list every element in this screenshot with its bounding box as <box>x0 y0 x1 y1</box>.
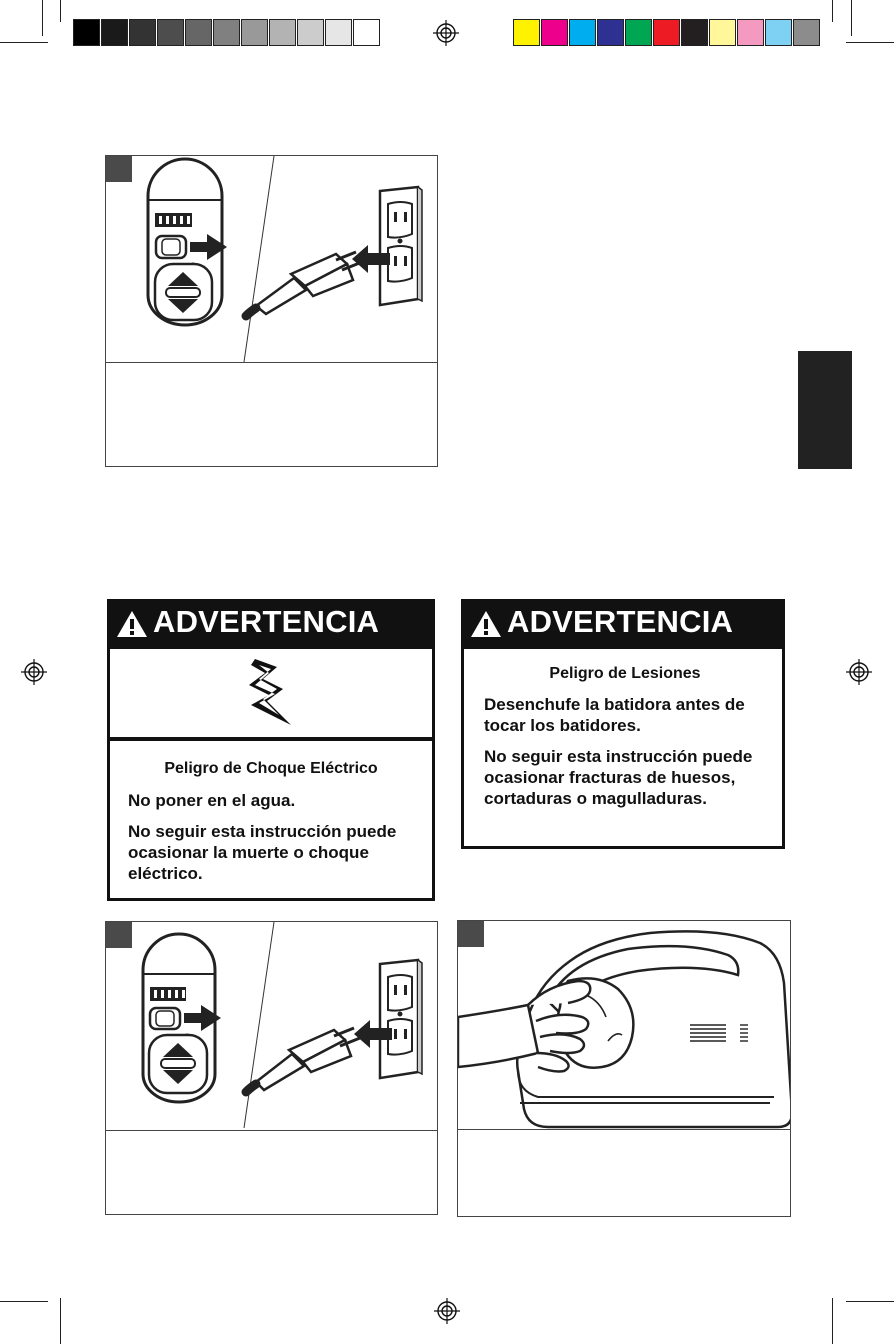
speed-control-icon <box>143 934 221 1102</box>
color-swatch <box>513 19 540 46</box>
power-plug-icon <box>246 1028 360 1092</box>
gray-swatch <box>353 19 380 46</box>
gray-swatch <box>297 19 324 46</box>
registration-mark-icon <box>434 1298 460 1324</box>
warning-triangle-icon <box>115 609 149 639</box>
warning-title: ADVERTENCIA <box>461 599 785 645</box>
hand-with-cloth-icon <box>458 978 633 1071</box>
color-swatch <box>597 19 624 46</box>
warning-triangle-icon <box>469 609 503 639</box>
warning-text-panel <box>110 741 432 898</box>
unplug-illustration <box>106 156 437 362</box>
warning-icon-panel <box>110 649 432 737</box>
registration-mark-icon <box>846 659 872 685</box>
warning-instruction: No poner en el agua. <box>128 791 296 810</box>
section-tab <box>798 351 852 469</box>
warning-text-panel <box>464 649 782 846</box>
warning-title: ADVERTENCIA <box>107 599 435 645</box>
color-swatch <box>765 19 792 46</box>
gray-swatch <box>129 19 156 46</box>
color-swatch <box>793 19 820 46</box>
gray-swatch <box>325 19 352 46</box>
speed-control-icon <box>148 159 227 325</box>
wipe-mixer-illustration <box>458 921 790 1129</box>
gray-swatch <box>73 19 100 46</box>
gray-swatch <box>269 19 296 46</box>
figure-clean-mixer <box>457 920 791 1217</box>
crop-mark <box>60 1298 61 1344</box>
crop-mark <box>60 0 61 22</box>
warning-box-injury <box>461 599 785 849</box>
crop-mark <box>0 1301 48 1302</box>
registration-mark-icon <box>21 659 47 685</box>
crop-mark <box>42 0 43 36</box>
warning-box-electric-shock <box>107 599 435 901</box>
gray-swatch <box>157 19 184 46</box>
crop-mark <box>846 1301 894 1302</box>
color-swatch <box>653 19 680 46</box>
warning-consequence: No seguir esta instrucción puede ocasionar la muerte o choque eléctrico. <box>128 822 397 883</box>
figure-unplug-bottom <box>105 921 438 1215</box>
gray-swatch <box>241 19 268 46</box>
crop-mark <box>851 0 852 36</box>
unplug-illustration <box>106 922 437 1128</box>
crop-mark <box>832 1298 833 1344</box>
figure-unplug-top <box>105 155 438 467</box>
wall-outlet-icon <box>380 960 422 1078</box>
gray-swatch <box>185 19 212 46</box>
color-swatch <box>625 19 652 46</box>
gray-swatch <box>213 19 240 46</box>
registration-mark-icon <box>433 20 459 46</box>
crop-mark <box>0 42 48 43</box>
color-swatch <box>569 19 596 46</box>
gray-swatch <box>101 19 128 46</box>
color-swatch <box>709 19 736 46</box>
electric-shock-icon <box>245 657 295 729</box>
warning-consequence: No seguir esta instrucción puede ocasionar fracturas de huesos, cortaduras o magulladuras. <box>484 747 753 808</box>
color-swatch <box>681 19 708 46</box>
warning-heading: Peligro de Choque Eléctrico <box>164 760 378 777</box>
warning-instruction: Desenchufe la batidora antes de tocar los batidores. <box>484 695 745 735</box>
crop-mark <box>846 42 894 43</box>
color-swatch <box>737 19 764 46</box>
color-swatch <box>541 19 568 46</box>
crop-mark <box>832 0 833 22</box>
wall-outlet-icon <box>380 187 422 305</box>
warning-heading: Peligro de Lesiones <box>549 665 701 682</box>
power-plug-icon <box>246 252 362 316</box>
